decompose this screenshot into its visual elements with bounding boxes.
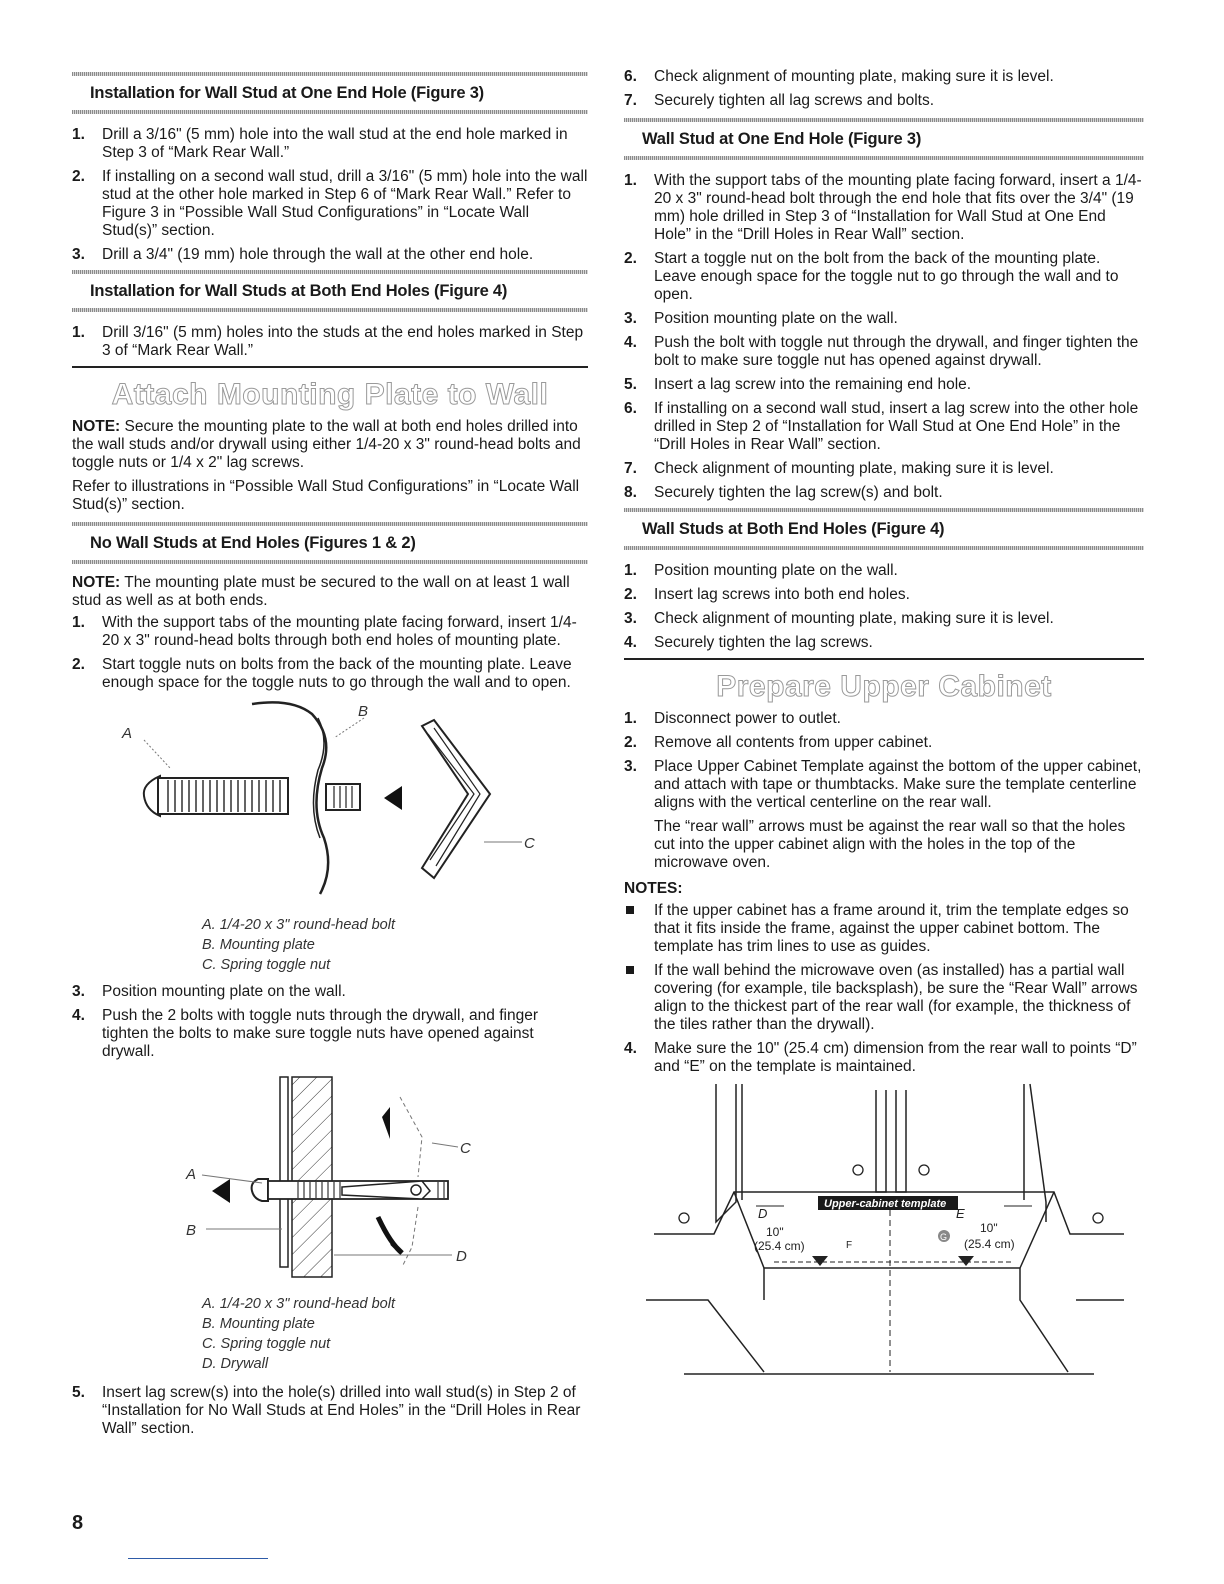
step-text: Insert lag screw(s) into the hole(s) drilled into wall stud(s) in Step 2 of “Installation for No Wall Studs at End Holes” in the “Drill Holes in Rear Wall” section. <box>102 1384 581 1437</box>
prepare-title: Prepare Upper Cabinet <box>716 670 1052 703</box>
section-divider <box>624 658 1144 660</box>
section-wall-stud-one-end <box>624 118 1144 502</box>
step-list <box>72 614 588 692</box>
list-item <box>624 634 1144 652</box>
list-item <box>72 656 588 692</box>
step-number: 4. <box>624 634 637 651</box>
step-text: Drill a 3/16" (5 mm) hole into the wall stud at the end hole marked in Step 3 of “Mark Rear Wall.” <box>102 126 568 161</box>
step-text: Check alignment of mounting plate, making sure it is level. <box>654 460 1054 477</box>
step-text: Drill 3/16" (5 mm) holes into the studs at the end holes marked in Step 3 of “Mark Rear Wall.” <box>102 324 584 359</box>
step-text: Check alignment of mounting plate, making sure it is level. <box>654 68 1054 85</box>
list-item <box>624 710 1144 728</box>
list-item <box>72 614 588 650</box>
step-text: Insert a lag screw into the remaining end hole. <box>654 376 972 393</box>
step-number: 1. <box>624 172 637 189</box>
step-number: 1. <box>72 126 85 143</box>
point-d-label: D <box>758 1206 768 1221</box>
step-number: 3. <box>624 758 637 775</box>
step-text: Securely tighten the lag screws. <box>654 634 873 651</box>
step-text: Securely tighten the lag screw(s) and bolt. <box>654 484 943 501</box>
dimension-right-inches: 10" <box>980 1221 998 1235</box>
step-text: Securely tighten all lag screws and bolts. <box>654 92 935 109</box>
step-number: 8. <box>624 484 637 501</box>
template-label: Upper-cabinet template <box>824 1198 947 1210</box>
legend-item: A. 1/4-20 x 3" round-head bolt <box>202 917 395 933</box>
step-number: 2. <box>624 734 637 751</box>
step-text: If installing on a second wall stud, drill a 3/16" (5 mm) hole into the wall stud at the other hole marked in Step 6 of “Mark Rear Wall.” Refer to Figure 3 in “Possible Wall Stud Configurations” in “Locate Wall Stud(s)” section. <box>102 168 588 239</box>
step-text: Push the 2 bolts with toggle nuts through the drywall, and finger tighten the bolts to make sure toggle nuts have opened against drywall. <box>102 1007 538 1060</box>
list-item <box>624 310 1144 328</box>
section-title: Wall Studs at Both End Holes (Figure 4) <box>642 520 945 538</box>
legend-item: C. Spring toggle nut <box>202 1336 331 1352</box>
list-item <box>72 246 588 264</box>
step-text: With the support tabs of the mounting plate facing forward, insert 1/4-20 x 3" round-head bolts through both end holes of mounting plate. <box>102 614 577 649</box>
legend-item: C. Spring toggle nut <box>202 957 331 973</box>
label-b: B <box>358 703 369 720</box>
step-text: Insert lag screws into both end holes. <box>654 586 910 603</box>
legend-item: B. Mounting plate <box>202 1316 315 1332</box>
list-item <box>624 250 1144 304</box>
drywall-illustration <box>72 1067 588 1287</box>
step-list <box>72 983 588 1061</box>
label-c: C <box>524 835 535 852</box>
section-stud-one-end <box>72 72 588 264</box>
point-f-label: F <box>846 1240 853 1251</box>
list-item <box>624 172 1144 244</box>
note-text: The mounting plate must be secured to the wall on at least 1 wall stud as well as at both ends. <box>72 574 570 609</box>
drywall-shape <box>292 1077 332 1277</box>
bolt-toggle-illustration <box>72 698 588 908</box>
step-number: 2. <box>72 656 85 673</box>
label-c: C <box>460 1140 471 1157</box>
step-number: 4. <box>624 334 637 351</box>
note-label: NOTE: <box>72 418 121 435</box>
bullet-icon <box>626 966 634 974</box>
step-number: 6. <box>624 68 637 85</box>
step-number: 1. <box>72 614 85 631</box>
figure-legend <box>72 1294 588 1374</box>
list-item <box>624 962 1144 1034</box>
step-list <box>624 1040 1144 1076</box>
section-no-studs <box>72 522 588 1438</box>
step-number: 1. <box>624 562 637 579</box>
step-number: 7. <box>624 460 637 477</box>
label-a: A <box>186 1166 197 1183</box>
divider <box>624 156 1144 160</box>
step-text: Start a toggle nut on the bolt from the back of the mounting plate. Leave enough space for the toggle nut to go through the wall and to open. <box>654 250 1119 303</box>
mounting-plate-shape <box>280 1077 288 1267</box>
step-text: Place Upper Cabinet Template against the bottom of the upper cabinet, and attach with tape or thumbtacks. Make sure the template centerline aligns with the vertical centerline on the rear wall. <box>654 758 1142 811</box>
legend-item: A. 1/4-20 x 3" round-head bolt <box>202 1296 395 1312</box>
step-number: 4. <box>624 1040 637 1057</box>
list-item <box>624 484 1144 502</box>
step-text: Position mounting plate on the wall. <box>654 310 898 327</box>
step-text: Drill a 3/4" (19 mm) hole through the wall at the other end hole. <box>102 246 534 263</box>
dimension-left-inches: 10" <box>766 1225 784 1239</box>
cabinet-template-illustration <box>624 1082 1144 1382</box>
note-text: If the upper cabinet has a frame around it, trim the template edges so that it fits inside the frame, against the upper cabinet bottom. The template has trim lines to use as guides. <box>654 902 1129 955</box>
step-number: 5. <box>624 376 637 393</box>
list-item <box>72 983 588 1001</box>
label-a: A <box>122 725 133 742</box>
list-item <box>624 376 1144 394</box>
step-number: 4. <box>72 1007 85 1024</box>
list-item <box>624 734 1144 752</box>
bolt-shank-shape <box>158 778 288 814</box>
list-item <box>624 610 1144 628</box>
arrow-right-icon <box>212 1179 230 1203</box>
step-text: Position mounting plate on the wall. <box>654 562 898 579</box>
list-item <box>624 902 1144 956</box>
list-item <box>72 324 588 360</box>
step-list <box>624 68 1144 110</box>
list-item <box>624 68 1144 86</box>
step-list <box>72 324 588 360</box>
step-number: 3. <box>624 610 637 627</box>
right-column <box>624 64 1144 1391</box>
list-item <box>72 1384 588 1438</box>
notes-label: NOTES: <box>624 880 683 897</box>
step-list <box>72 126 588 264</box>
step-text: Make sure the 10" (25.4 cm) dimension from the rear wall to points “D” and “E” on the template is maintained. <box>654 1040 1137 1075</box>
bolt-toggle-figure <box>72 698 588 975</box>
note-label: NOTE: <box>72 574 121 591</box>
step-text: Start toggle nuts on bolts from the back of the mounting plate. Leave enough space for the toggle nuts to go through the wall and to open. <box>102 656 572 691</box>
left-column <box>72 64 588 1444</box>
arrow-down-icon <box>378 1217 402 1253</box>
step-list <box>624 172 1144 502</box>
step-number: 5. <box>72 1384 85 1401</box>
footer-line <box>128 1558 268 1559</box>
label-d: D <box>456 1248 467 1265</box>
step-number: 3. <box>72 246 85 263</box>
attach-title: Attach Mounting Plate to Wall <box>111 378 549 411</box>
section-note <box>72 574 588 610</box>
step-number: 1. <box>624 710 637 727</box>
list-item <box>624 562 1144 580</box>
note-text: If the wall behind the microwave oven (as installed) has a partial wall covering (for example, tile backsplash), be sure the “Rear Wall” arrows align to the thickest part of the rear wall (for example, the thickness of the tiles rather than the drywall). <box>654 962 1138 1033</box>
list-item <box>624 1040 1144 1076</box>
section-divider <box>72 366 588 368</box>
note-text: Secure the mounting plate to the wall at both end holes drilled into the wall studs and/or drywall using either 1/4-20 x 3" round-head bolts and toggle nuts or 1/4 x 2" lag screws. <box>72 418 581 471</box>
figure-legend <box>72 915 588 975</box>
list-item <box>624 400 1144 454</box>
step-number: 2. <box>72 168 85 185</box>
step-number: 1. <box>72 324 85 341</box>
legend-item: D. Drywall <box>202 1356 269 1372</box>
section-title: No Wall Studs at End Holes (Figures 1 & 2) <box>90 534 416 552</box>
step-list <box>624 562 1144 652</box>
step-list <box>624 710 1144 872</box>
step-number: 6. <box>624 400 637 417</box>
toggle-nut-shape <box>422 720 490 878</box>
list-item <box>624 586 1144 604</box>
section-title: Installation for Wall Stud at One End Hole (Figure 3) <box>90 84 484 102</box>
section-title: Installation for Wall Studs at Both End Holes (Figure 4) <box>90 282 508 300</box>
point-e-label: E <box>956 1206 965 1221</box>
step-number: 3. <box>72 983 85 1000</box>
dimension-left-cm: (25.4 cm) <box>754 1239 805 1253</box>
step-extra-text: The “rear wall” arrows must be against the rear wall so that the holes cut into the upper cabinet align with the holes in the top of the microwave oven. <box>654 818 1126 871</box>
divider <box>72 308 588 312</box>
arrow-left-icon <box>384 786 402 810</box>
legend-item: B. Mounting plate <box>202 937 315 953</box>
step-number: 7. <box>624 92 637 109</box>
notes-list <box>624 902 1144 1034</box>
list-item <box>72 1007 588 1061</box>
step-number: 3. <box>624 310 637 327</box>
divider <box>72 560 588 564</box>
list-item <box>624 92 1144 110</box>
page-number: 8 <box>72 1512 84 1534</box>
attach-refer: Refer to illustrations in “Possible Wall Stud Configurations” in “Locate Wall Stud(s)” section. <box>72 478 580 513</box>
step-text: With the support tabs of the mounting plate facing forward, insert a 1/4-20 x 3" round-head bolt through the end hole that fits over the 3/4" (19 mm) hole drilled in Step 3 of “Installation for Wall Stud at One End Hole” in the “Drill Holes in Rear Wall” section. <box>654 172 1142 243</box>
divider <box>624 546 1144 550</box>
list-item <box>624 334 1144 370</box>
dimension-right-cm: (25.4 cm) <box>964 1237 1015 1251</box>
bolt-tail-shape <box>326 784 360 810</box>
step-text: If installing on a second wall stud, insert a lag screw into the other hole drilled in Step 2 of “Installation for Wall Stud at One End Hole” in the “Drill Holes in Rear Wall” section. <box>654 400 1139 453</box>
step-text: Check alignment of mounting plate, making sure it is level. <box>654 610 1054 627</box>
section-title: Wall Stud at One End Hole (Figure 3) <box>642 130 922 148</box>
arrow-up-icon <box>382 1107 390 1139</box>
step-number: 2. <box>624 250 637 267</box>
list-item <box>624 758 1144 872</box>
section-studs-both-ends <box>72 270 588 360</box>
point-g-label: G <box>940 1232 948 1242</box>
section-wall-studs-both-ends <box>624 508 1144 652</box>
step-text: Disconnect power to outlet. <box>654 710 841 727</box>
drywall-figure <box>72 1067 588 1374</box>
step-text: Push the bolt with toggle nut through the drywall, and finger tighten the bolt to make sure toggle nut has opened against drywall. <box>654 334 1139 369</box>
cabinet-template-figure <box>624 1082 1144 1387</box>
step-number: 2. <box>624 586 637 603</box>
list-item <box>72 126 588 162</box>
attach-note <box>72 418 588 472</box>
list-item <box>624 460 1144 478</box>
step-list <box>72 1384 588 1438</box>
step-text: Remove all contents from upper cabinet. <box>654 734 933 751</box>
list-item <box>72 168 588 240</box>
divider <box>72 110 588 114</box>
label-b: B <box>186 1222 197 1239</box>
step-text: Position mounting plate on the wall. <box>102 983 346 1000</box>
bullet-icon <box>626 906 634 914</box>
